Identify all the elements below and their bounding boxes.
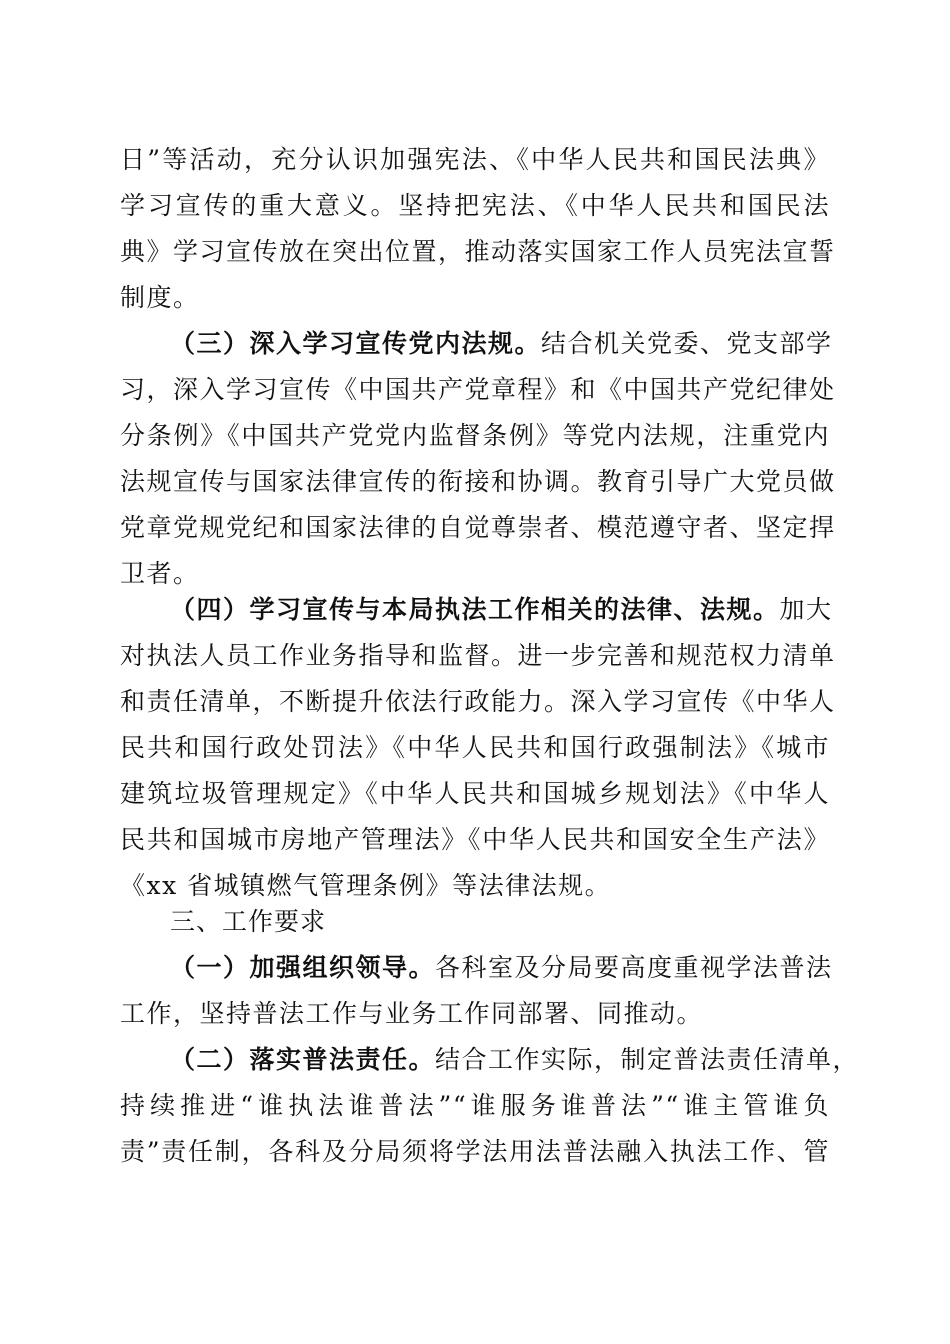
paragraph-line: 卫者。 [120, 559, 200, 588]
paragraph-line: 和责任清单，不断提升依法行政能力。深入学习宣传《中华人 [120, 687, 836, 716]
paragraph-line: 持续推进“谁执法谁普法”“谁服务谁普法”“谁主管谁负 [120, 1091, 830, 1120]
paragraph-line: 民共和国城市房地产管理法》《中华人民共和国安全生产法》 [120, 825, 830, 854]
section-4-heading: （四）学习宣传与本局执法工作相关的法律、法规。 [170, 595, 780, 624]
paragraph-text: 结合工作实际，制定普法责任清单， [435, 1045, 860, 1074]
paragraph-line: 《xx 省城镇燃气管理条例》等法律法规。 [120, 871, 612, 900]
section-3-heading: （三）深入学习宣传党内法规。 [170, 329, 542, 358]
paragraph-text: 结合机关党委、党支部学 [541, 329, 833, 358]
requirement-2-heading: （二）落实普法责任。 [170, 1045, 436, 1074]
paragraph-line: 日”等活动，充分认识加强宪法、《中华人民共和国民法典》 [120, 145, 830, 174]
requirement-2-first-line [170, 1039, 860, 1081]
paragraph-line: 分条例》《中国共产党党内监督条例》等党内法规，注重党内 [120, 421, 830, 450]
paragraph-line: 民共和国行政处罚法》《中华人民共和国行政强制法》《城市 [120, 733, 830, 762]
requirement-1-heading: （一）加强组织领导。 [170, 953, 436, 982]
paragraph-line: 责”责任制，各科及分局须将学法用法普法融入执法工作、管 [120, 1137, 830, 1166]
section-3-first-line [170, 323, 833, 365]
paragraph-line: 法规宣传与国家法律宣传的衔接和协调。教育引导广大党员做 [120, 467, 836, 496]
paragraph-text: 各科室及分局要高度重视学法普法 [435, 953, 833, 982]
paragraph-line: 对执法人员工作业务指导和监督。进一步完善和规范权力清单 [120, 641, 836, 670]
paragraph-line: 学习宣传的重大意义。坚持把宪法、《中华人民共和国民法 [120, 191, 830, 220]
paragraph-text: 加大 [779, 595, 833, 624]
paragraph-line: 习，深入学习宣传《中国共产党章程》和《中国共产党纪律处 [120, 375, 836, 404]
paragraph-line: 建筑垃圾管理规定》《中华人民共和国城乡规划法》《中华人 [120, 779, 830, 808]
paragraph-line: 典》学习宣传放在突出位置，推动落实国家工作人员宪法宣誓 [120, 237, 836, 266]
section-heading-work-requirements: 三、工作要求 [170, 907, 327, 936]
paragraph-line: 党章党规党纪和国家法律的自觉尊崇者、模范遵守者、坚定捍 [120, 513, 836, 542]
section-4-first-line [170, 589, 833, 631]
paragraph-line: 制度。 [120, 283, 200, 312]
requirement-1-first-line [170, 947, 833, 989]
paragraph-line: 工作，坚持普法工作与业务工作同部署、同推动。 [120, 999, 704, 1028]
